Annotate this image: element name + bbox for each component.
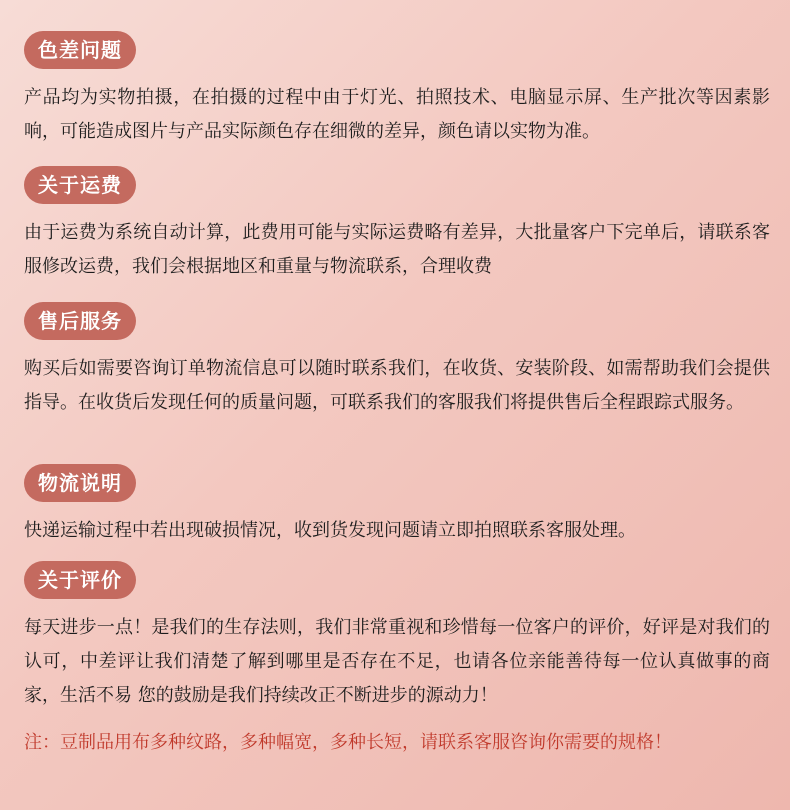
section-title-badge: 关于评价: [24, 561, 136, 599]
section-title-badge: 售后服务: [24, 302, 136, 340]
section-title-badge: 色差问题: [24, 31, 136, 69]
section-body-text: 购买后如需要咨询订单物流信息可以随时联系我们，在收货、安装阶段、如需帮助我们会提供指导。在收货后发现任何的质量问题，可联系我们的客服我们将提供售后全程跟踪式服务。: [24, 358, 770, 413]
section-reviews: [24, 561, 770, 713]
spec-note: 注：豆制品用布多种纹路，多种幅宽，多种长短，请联系客服咨询你需要的规格！: [24, 732, 672, 753]
section-shipping-fee: [24, 166, 770, 284]
section-title-badge: 关于运费: [24, 166, 136, 204]
section-logistics: [24, 464, 770, 548]
section-body-text: 快递运输过程中若出现破损情况，收到货发现问题请立即拍照联系客服处理。: [24, 520, 636, 541]
section-after-sales: [24, 302, 770, 420]
section-color-difference: [24, 31, 770, 149]
section-title-badge: 物流说明: [24, 464, 136, 502]
section-body-text: 由于运费为系统自动计算，此费用可能与实际运费略有差异，大批量客户下完单后，请联系客服修改运费，我们会根据地区和重量与物流联系，合理收费: [24, 222, 770, 277]
section-body-text: 产品均为实物拍摄，在拍摄的过程中由于灯光、拍照技术、电脑显示屏、生产批次等因素影响，可能造成图片与产品实际颜色存在细微的差异，颜色请以实物为准。: [24, 87, 770, 142]
section-body-text: 每天进步一点！是我们的生存法则，我们非常重视和珍惜每一位客户的评价，好评是对我们的认可，中差评让我们清楚了解到哪里是否存在不足，也请各位亲能善待每一位认真做事的商家，生活不易 您的鼓励是我们持续改正不断进步的源动力！: [24, 617, 770, 706]
